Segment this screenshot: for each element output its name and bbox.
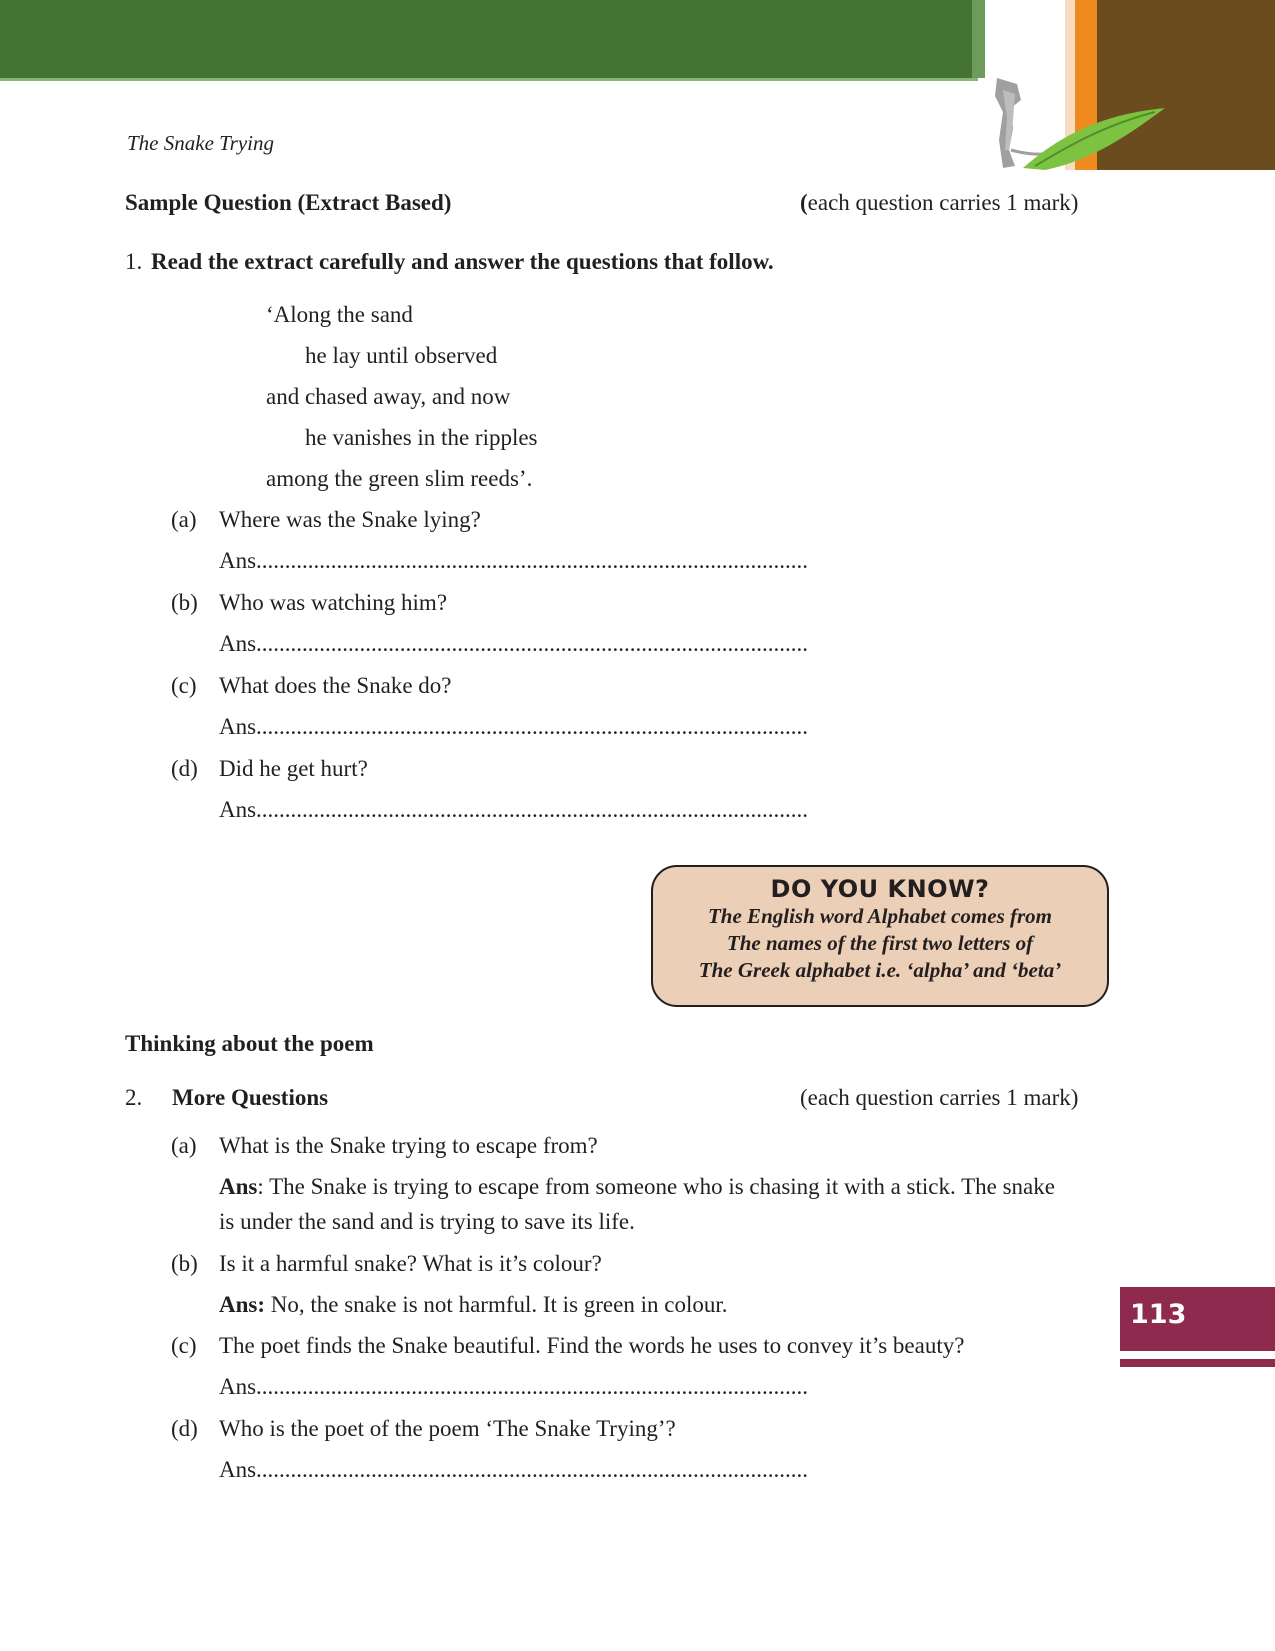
question-label: (a) <box>171 507 197 532</box>
answer-body: No, the snake is not harmful. It is green in colour. <box>265 1292 728 1317</box>
section-heading: Thinking about the poem <box>125 1031 374 1056</box>
answer-line[interactable]: Ans................................................................................................ <box>219 631 809 656</box>
question-text: What does the Snake do? <box>219 673 452 698</box>
header-green-tip <box>972 0 985 78</box>
page-number: 113 <box>1130 1299 1187 1330</box>
marks-note <box>800 188 1078 218</box>
answer-body: : The Snake is trying to escape from someone who is chasing it with a stick. The snake <box>257 1174 1055 1199</box>
answer-line[interactable]: Ans................................................................................................ <box>219 1457 809 1482</box>
question-label: (c) <box>171 673 197 698</box>
page-number-rule <box>1120 1359 1275 1367</box>
question-label: (a) <box>171 1133 197 1158</box>
extract-line: among the green slim reeds’. <box>266 466 533 491</box>
question-label: (b) <box>171 590 198 615</box>
answer-text <box>219 1290 727 1320</box>
question-2-number: 2. <box>125 1085 143 1110</box>
question-text: Is it a harmful snake? What is it’s colour? <box>219 1251 602 1276</box>
answer-line[interactable]: Ans................................................................................................ <box>219 548 809 573</box>
marks-note: (each question carries 1 mark) <box>800 1085 1079 1110</box>
question-text: Did he get hurt? <box>219 756 368 781</box>
question-text: What is the Snake trying to escape from? <box>219 1133 598 1158</box>
answer-line[interactable]: Ans................................................................................................ <box>219 714 809 739</box>
answer-line[interactable]: Ans................................................................................................ <box>219 797 809 822</box>
question-2-title: More Questions <box>172 1085 329 1110</box>
header-leaf-decoration-icon <box>985 0 1275 170</box>
question-text: Where was the Snake lying? <box>219 507 481 532</box>
header-green-band <box>0 0 978 78</box>
question-text: The poet finds the Snake beautiful. Find the words he uses to convey it’s beauty? <box>219 1333 965 1358</box>
question-label: (b) <box>171 1251 198 1276</box>
extract-line: and chased away, and now <box>266 384 511 409</box>
extract-line: he lay until observed <box>305 343 498 368</box>
answer-label: Ans <box>219 1174 258 1199</box>
answer-text-continued: is under the sand and is trying to save its life. <box>219 1209 635 1234</box>
callout-line: The Greek alphabet i.e. ‘alpha’ and ‘beta’ <box>698 958 1062 982</box>
callout-title: DO YOU KNOW? <box>770 875 990 903</box>
question-label: (d) <box>171 1416 198 1441</box>
question-1-instruction: Read the extract carefully and answer the questions that follow. <box>151 249 774 274</box>
question-text: Who is the poet of the poem ‘The Snake Trying’? <box>219 1416 676 1441</box>
callout-line: The names of the first two letters of <box>726 931 1034 955</box>
answer-line[interactable]: Ans................................................................................................ <box>219 1374 809 1399</box>
marks-text: each question carries 1 mark) <box>807 190 1079 215</box>
question-text: Who was watching him? <box>219 590 448 615</box>
answer-label: Ans: <box>219 1292 266 1317</box>
do-you-know-callout <box>651 865 1109 1007</box>
section-title: Sample Question (Extract Based) <box>125 190 452 215</box>
callout-line: The English word Alphabet comes from <box>707 904 1052 928</box>
answer-text <box>219 1172 1055 1202</box>
marks-bracket: ( <box>800 190 808 215</box>
extract-line: ‘Along the sand <box>266 302 413 327</box>
question-label: (d) <box>171 756 198 781</box>
header-green-edge <box>0 78 978 81</box>
question-1-number: 1. <box>125 249 143 274</box>
running-head: The Snake Trying <box>127 131 274 155</box>
extract-line: he vanishes in the ripples <box>305 425 538 450</box>
question-label: (c) <box>171 1333 197 1358</box>
